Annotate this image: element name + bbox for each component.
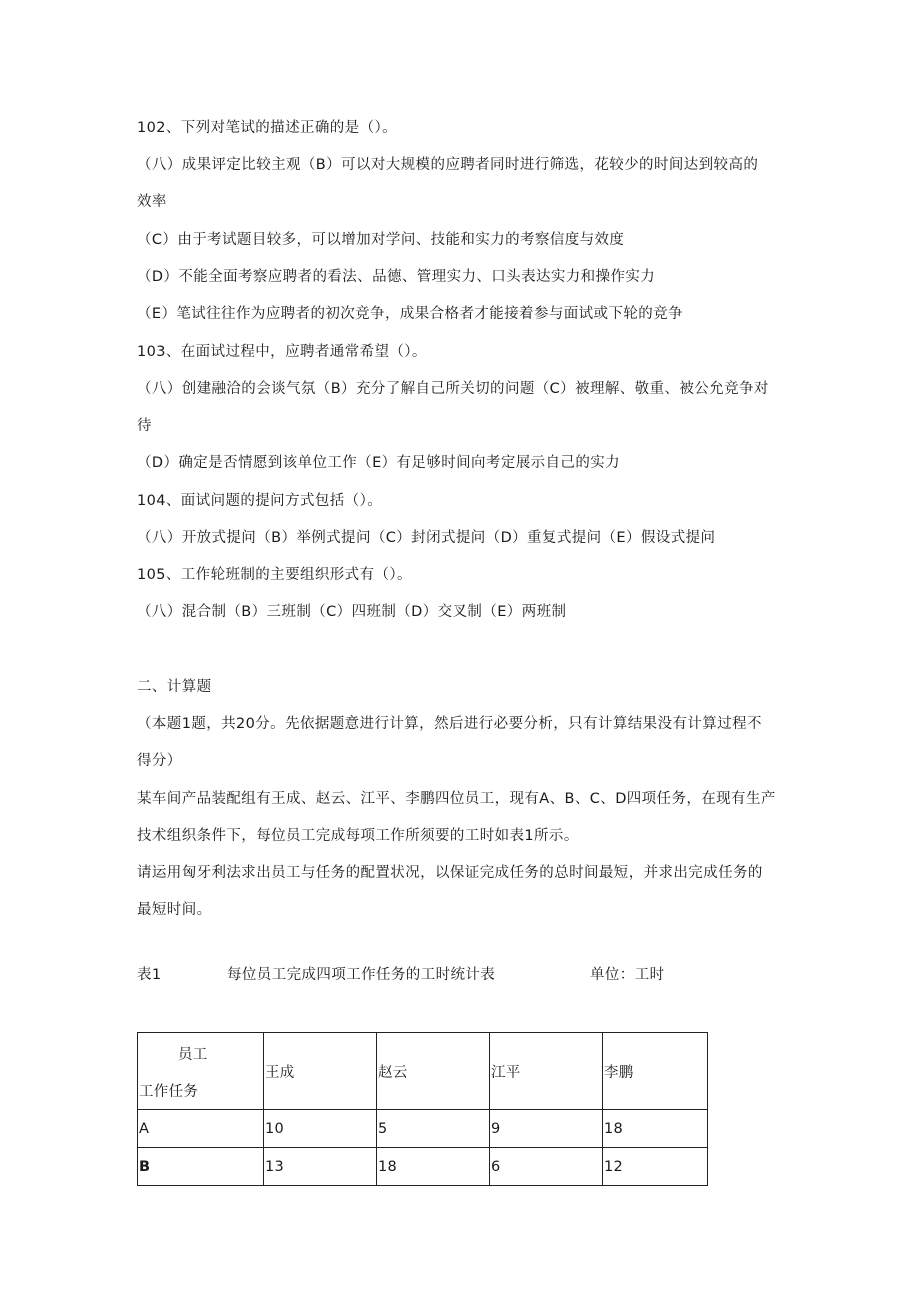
question-105-options: （八）混合制（B）三班制（C）四班制（D）交叉制（E）两班制 <box>137 604 567 620</box>
section-heading: 二、计算题 <box>137 679 212 695</box>
table-cell: 10 <box>264 1110 377 1148</box>
work-hours-table <box>137 1032 708 1186</box>
question-103-option-line: （D）确定是否情愿到该单位工作（E）有足够时间向考定展示自己的实力 <box>137 455 621 471</box>
row-task-label: B <box>138 1148 264 1186</box>
table-row <box>138 1110 708 1148</box>
table-header-row <box>138 1033 708 1110</box>
table-corner-cell <box>138 1033 264 1110</box>
table-cell: 13 <box>264 1148 377 1186</box>
question-102-option-e: （E）笔试往往作为应聘者的初次竞争，成果合格者才能接着参与面试或下轮的竞争 <box>137 306 683 322</box>
problem-text: 某车间产品装配组有王成、赵云、江平、李鹏四位员工，现有A、B、C、D四项任务，在现有生产 <box>137 791 776 807</box>
table-title: 每位员工完成四项工作任务的工时统计表 <box>227 967 496 983</box>
question-103-option-line: （八）创建融洽的会谈气氛（B）充分了解自己所关切的问题（C）被理解、敬重、被公允竞争对 <box>137 381 769 397</box>
corner-label-employee: 员工 <box>178 1047 208 1063</box>
column-header: 江平 <box>490 1033 603 1110</box>
table-cell: 5 <box>377 1110 490 1148</box>
table-label: 表1 <box>137 967 162 983</box>
question-102-option-line: 效率 <box>137 194 167 210</box>
problem-text: 最短时间。 <box>137 902 212 918</box>
question-103-option-line: 待 <box>137 418 152 434</box>
section-instructions: 得分） <box>137 753 182 769</box>
question-102-option-d: （D）不能全面考察应聘者的看法、品德、管理实力、口头表达实力和操作实力 <box>137 269 656 285</box>
table-row <box>138 1148 708 1186</box>
question-102-option-c: （C）由于考试题目较多，可以增加对学问、技能和实力的考察信度与效度 <box>137 232 625 248</box>
problem-text: 技术组织条件下，每位员工完成每项工作所须要的工时如表1所示。 <box>137 828 579 844</box>
column-header: 李鹏 <box>603 1033 708 1110</box>
table-cell: 12 <box>603 1148 708 1186</box>
question-102-option-line: （八）成果评定比较主观（B）可以对大规模的应聘者同时进行筛选，花较少的时间达到较高的 <box>137 157 759 173</box>
section-instructions: （本题1题，共20分。先依据题意进行计算，然后进行必要分析，只有计算结果没有计算过程不 <box>137 716 762 732</box>
table-cell: 9 <box>490 1110 603 1148</box>
column-header: 王成 <box>264 1033 377 1110</box>
table-cell: 18 <box>377 1148 490 1186</box>
question-104-options: （八）开放式提问（B）举例式提问（C）封闭式提问（D）重复式提问（E）假设式提问 <box>137 530 716 546</box>
problem-text: 请运用匈牙利法求出员工与任务的配置状况，以保证完成任务的总时间最短，并求出完成任务的 <box>137 865 763 881</box>
table-cell: 6 <box>490 1148 603 1186</box>
table-cell: 18 <box>603 1110 708 1148</box>
question-105: 105、工作轮班制的主要组织形式有（）。 <box>137 567 412 583</box>
column-header: 赵云 <box>377 1033 490 1110</box>
row-task-label: A <box>138 1110 264 1148</box>
table-unit: 单位：工时 <box>590 967 665 983</box>
question-104: 104、面试问题的提问方式包括（）。 <box>137 493 383 509</box>
corner-label-task: 工作任务 <box>139 1084 199 1100</box>
question-102: 102、下列对笔试的描述正确的是（）。 <box>137 120 398 136</box>
question-103: 103、在面试过程中，应聘者通常希望（）。 <box>137 344 427 360</box>
